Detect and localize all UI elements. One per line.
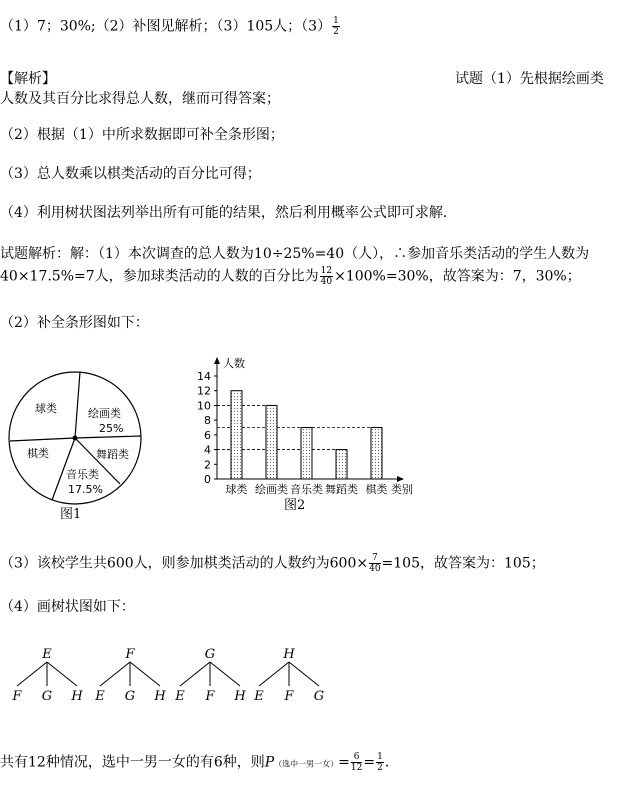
bar-caption: 图2 [284,498,306,513]
tree-leaf: E [175,689,185,704]
pie-divider-2 [75,436,141,438]
step4-text: （4）利用树状图法列举出所有可能的结果，然后利用概率公式即可求解． [0,205,457,221]
tree-leaf: G [313,689,325,704]
tree-1 [11,647,83,704]
y-axis-arrow [214,357,220,364]
tree-branch [259,662,289,686]
bar-1 [266,405,277,479]
tree-4 [253,647,324,704]
tree-leaf: H [234,689,246,704]
tree-3 [174,647,246,704]
part2-text: （2）补全条形图如下： [0,315,149,331]
y-tick-label: 8 [204,414,211,428]
step2-text: （2）根据（1）中所求数据即可补全条形图； [0,127,284,143]
tree-branch [289,662,319,686]
y-tick-label: 14 [197,370,211,383]
pie-label-dance: 舞蹈类 [96,448,129,461]
solution-fraction: $\frac{12}{40}$ [320,266,333,287]
x-tick-label: 球类 [225,483,248,496]
tree-leaf: F [205,689,215,704]
part4-text: （4）画树状图如下： [0,599,135,615]
tree-branch [100,662,130,686]
pie-divider-1 [75,372,80,438]
tree-2 [94,647,166,704]
final-fraction-2: $\frac{1}{2}$ [377,752,383,773]
x-tick-label: 音乐类 [290,483,323,496]
tree-branch [180,662,210,686]
tree-branch [210,662,240,686]
tree-leaf: F [12,689,22,704]
tree-leaf: H [154,689,166,704]
tree-branch [130,662,160,686]
tree-root: E [42,647,52,662]
tree-leaf: E [95,689,105,704]
step3-text: （3）总人数乘以棋类活动的百分比可得； [0,166,261,182]
pie-label-music-pct: 17.5% [68,483,103,496]
tree-leaf: E [254,689,264,704]
tree-root: H [283,647,295,662]
tree-branch [47,662,77,686]
y-tick-label: 6 [204,428,211,442]
y-tick-label: 12 [197,384,211,398]
pie-label-music: 音乐类 [66,468,99,481]
y-tick-label: 0 [204,473,211,486]
y-tick-label: 10 [197,399,211,413]
solution-line1: 试题解析：解：（1）本次调查的总人数为10÷25%=40（人），∴参加音乐类活动的学生人数为 [0,246,590,262]
analysis-right: 试题（1）先根据绘画类 [455,71,604,87]
final-fraction-1: $\frac{6}{12}$ [350,752,363,773]
y-tick-label: 4 [204,443,211,457]
bar-chart [185,350,425,510]
bar-2 [301,428,312,480]
pie-label-painting: 绘画类 [88,407,121,420]
pie-label-chess: 棋类 [27,447,49,460]
x-tick-label: 绘画类 [255,483,288,496]
bar-4 [371,428,382,480]
tree-leaf: G [41,689,53,704]
analysis-header: 【解析】 [0,71,56,87]
answer-fraction: $\frac{1}{2}$ [333,16,339,37]
pie-chart [0,366,160,526]
pie-center [73,436,78,441]
part3-fraction: $\frac{7}{40}$ [369,553,381,574]
bar-0 [231,391,242,479]
pie-label-painting-pct: 25% [99,422,124,435]
tree-root: G [204,647,216,662]
tree-diagrams [0,642,380,722]
part3-text: （3）该校学生共600人，则参加棋类活动的人数约为600× $\frac{7}{40}$ =105，故答案为：105； [0,553,545,574]
tree-leaf: H [71,689,83,704]
analysis-cont: 人数及其百分比求得总人数，继而可得答案； [0,91,280,107]
y-axis-label: 人数 [223,357,245,370]
tree-leaf: F [284,689,294,704]
pie-divider-5 [10,438,75,441]
x-axis-arrow [397,476,404,482]
tree-leaf: G [124,689,136,704]
tree-branch [17,662,47,686]
answer-text: （1）7；30%;（2）补图见解析；（3）105人；（3） [0,18,332,35]
y-tick-label: 2 [204,458,211,472]
bar-3 [336,450,347,479]
x-axis-label: 类别 [391,483,413,496]
answer-line [0,16,341,37]
x-tick-label: 棋类 [365,483,388,496]
tree-root: F [125,647,135,662]
x-tick-label: 舞蹈类 [325,483,358,496]
pie-label-ball: 球类 [35,402,57,415]
pie-caption: 图1 [60,507,82,522]
solution-line2: 40×17.5%=7人，参加球类活动的人数的百分比为 $\frac{12}{40}$ ×100%=30%，故答案为：7，30%； [0,266,581,287]
final-line: 共有12种情况，选中一男一女的有6种，则P（选中一男一女）= $\frac{6}{12}$ = $\frac{1}{2}$ ． [0,752,399,773]
